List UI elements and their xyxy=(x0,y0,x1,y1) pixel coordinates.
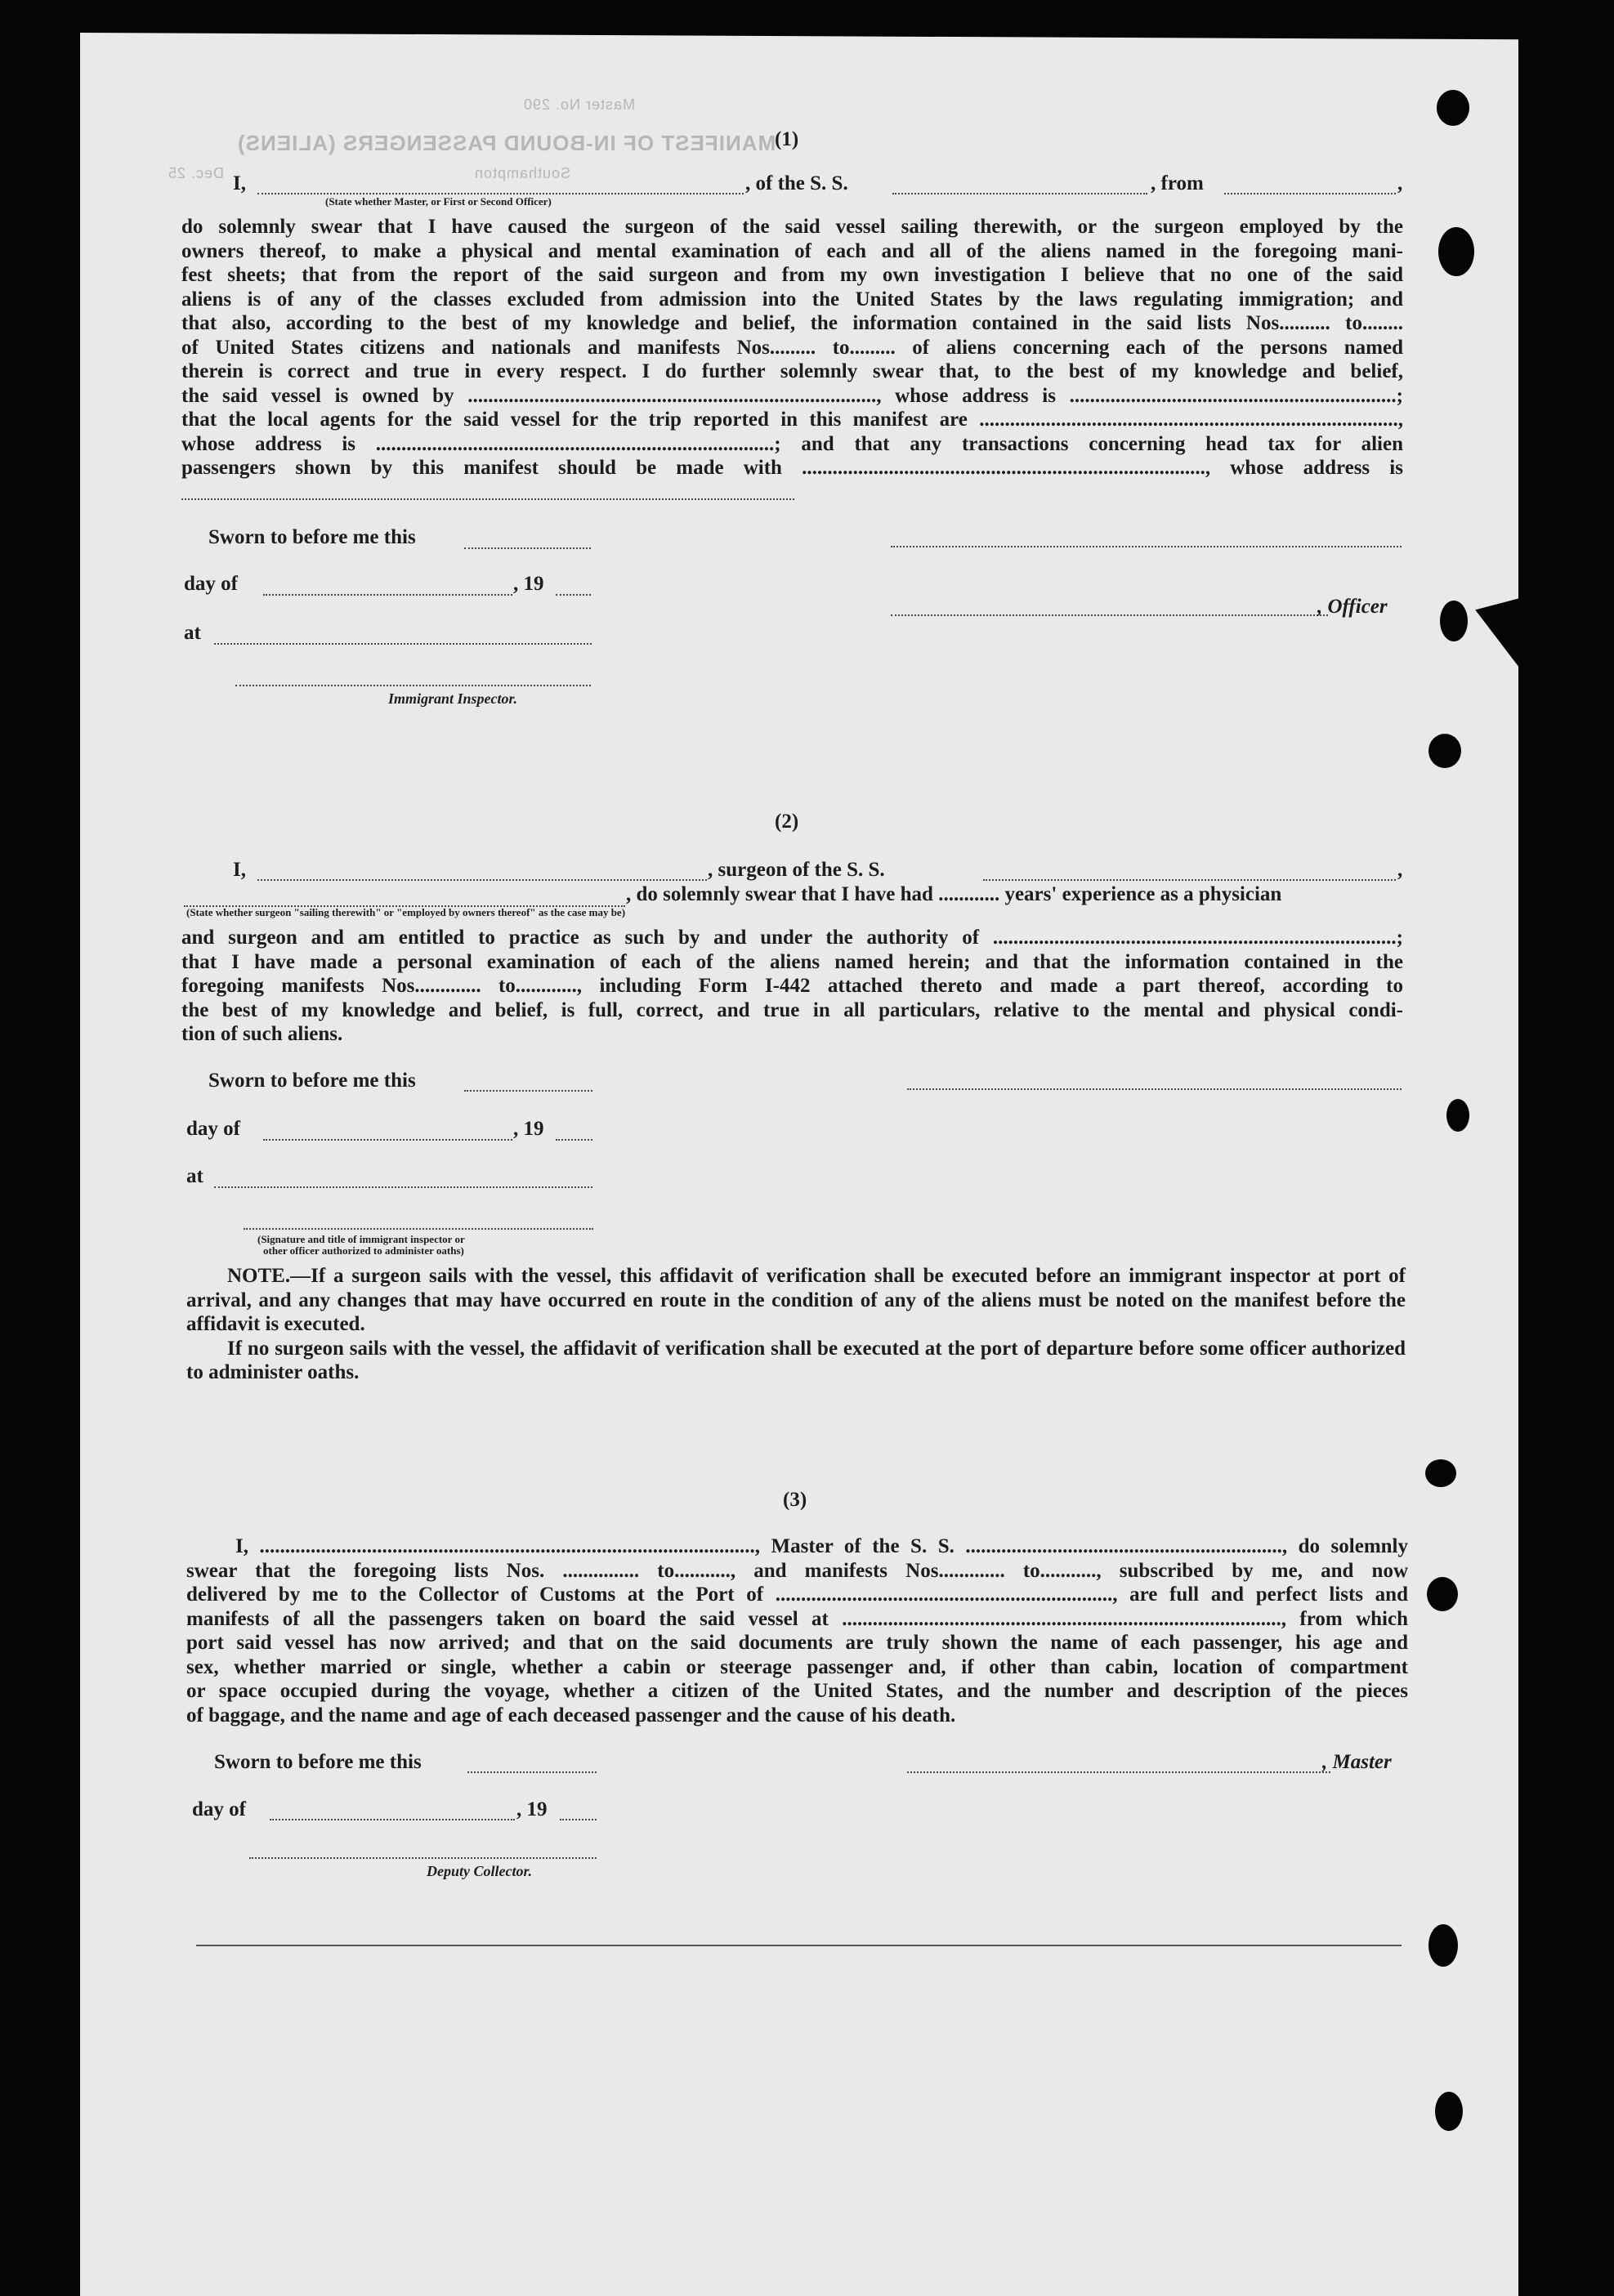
bleed-through-title: MANIFEST OF IN-BOUND PASSENGERS (ALIENS) xyxy=(237,131,776,155)
inspector-caption: Immigrant Inspector. xyxy=(388,690,518,707)
oath-paragraph xyxy=(186,1534,1408,1727)
paragraph-line: that I have made a personal examination of each of the aliens named herein; and that the information contained in the xyxy=(181,950,1403,973)
punch-hole xyxy=(1446,1099,1469,1132)
paragraph-line: owners thereof, to make a physical and mental examination of each and all of the aliens named in the foregoing mani- xyxy=(181,239,1403,262)
day-of-label: day of xyxy=(184,573,238,595)
signature-caption: other officer authorized to administer oaths) xyxy=(263,1244,464,1257)
paragraph-line: or space occupied during the voyage, whether a citizen of the United States, and the number and description of the pieces xyxy=(186,1680,1408,1702)
collector-caption: Deputy Collector. xyxy=(427,1863,532,1879)
at-label: at xyxy=(186,1165,203,1187)
day-of-label: day of xyxy=(186,1118,240,1140)
sworn-day-field[interactable] xyxy=(464,547,591,549)
from-label: , from xyxy=(1151,172,1204,194)
master-label: , Master xyxy=(1322,1751,1392,1773)
place-field[interactable] xyxy=(214,1186,592,1188)
bleed-through-text: Master No. 290 xyxy=(523,96,636,113)
paragraph-line: sex, whether married or single, whether a cabin or steerage passenger and, if other than cabin, location of compartment xyxy=(186,1655,1408,1678)
note-paragraph: If no surgeon sails with the vessel, the affidavit of verification shall be executed at the port of departure before some officer authorized to administer oaths. xyxy=(186,1337,1406,1383)
paragraph-line: that the local agents for the said vessel for the trip reported in this manifest are .................................................................................., xyxy=(181,409,1403,431)
paragraph-line: aliens is of any of the classes excluded from admission into the United States by the laws regulating immigration; and xyxy=(181,288,1403,310)
paragraph-line: and surgeon and am entitled to practice as such by and under the authority of ...............................................................................; xyxy=(181,927,1403,949)
paragraph-line: that also, according to the best of my knowledge and belief, the information contained in the said lists Nos.......... to........ xyxy=(181,312,1403,334)
surgeon-label: , surgeon of the S. S. xyxy=(708,859,885,881)
punch-hole xyxy=(1440,601,1468,641)
master-signature-field[interactable] xyxy=(907,1771,1330,1773)
field-instruction: (State whether Master, or First or Second Officer) xyxy=(325,195,552,208)
note-paragraph: NOTE.—If a surgeon sails with the vessel, this affidavit of verification shall be executed before an immigrant inspector at port of arrival, and any changes that may have occurred en route in the condition of any of the aliens must be noted on the manifest before the affidavit is executed. xyxy=(186,1265,1406,1335)
ship-label: , of the S. S. xyxy=(745,172,848,194)
punch-hole xyxy=(1428,1924,1458,1967)
section-number: (1) xyxy=(775,128,799,150)
sworn-day-field[interactable] xyxy=(464,1090,592,1092)
year-field[interactable] xyxy=(560,1819,597,1820)
month-field[interactable] xyxy=(263,594,512,596)
month-field[interactable] xyxy=(270,1819,515,1820)
inspector-signature-field[interactable] xyxy=(235,685,591,686)
authorized-officer-signature-field[interactable] xyxy=(244,1228,593,1230)
paragraph-line: tion of such aliens. xyxy=(181,1023,343,1045)
bottom-rule xyxy=(196,1945,1402,1946)
paragraph-line: I, ................................................................................................., Master of the S. S. .............................................................., do solemnly xyxy=(235,1535,1408,1557)
year-field[interactable] xyxy=(556,1139,592,1141)
paragraph-line: fest sheets; that from the report of the said surgeon and from my own investigation I believe that no one of the said xyxy=(181,264,1403,286)
year-label: , 19 xyxy=(513,1118,544,1140)
paragraph-line: do solemnly swear that I have caused the surgeon of the said vessel sailing therewith, or the surgeon employed by the xyxy=(181,216,1403,238)
oath-line xyxy=(233,172,246,195)
surgeon-signature-field[interactable] xyxy=(907,1088,1402,1090)
paragraph-line: manifests of all the passengers taken on board the said vessel at ......................................................................................, from which xyxy=(186,1607,1408,1630)
surgeon-name-field[interactable] xyxy=(257,879,707,881)
punch-hole xyxy=(1438,227,1474,276)
line-comma: , xyxy=(1397,172,1403,194)
signature-caption: (Signature and title of immigrant inspector or xyxy=(257,1233,465,1245)
paragraph-line: foregoing manifests Nos............. to............, including Form I-442 attached thereto and made a part thereof, according to xyxy=(181,975,1403,997)
sworn-label: Sworn to before me this xyxy=(208,1070,416,1092)
paragraph-line: swear that the foregoing lists Nos. ............... to..........., and manifests Nos............. to..........., subscribed by me, and now xyxy=(186,1559,1408,1582)
paragraph-line: whose address is ..............................................................................; and that any transactions concerning head tax for alien xyxy=(181,432,1403,455)
ship-name-field[interactable] xyxy=(983,879,1396,881)
pronoun-label: I, xyxy=(233,172,246,194)
punch-hole xyxy=(1428,734,1461,768)
officer-label: , Officer xyxy=(1317,596,1388,618)
oath-paragraph xyxy=(181,215,1403,480)
place-field[interactable] xyxy=(214,643,592,645)
at-label: at xyxy=(184,622,201,644)
year-field[interactable] xyxy=(556,594,591,596)
officer-title-field[interactable] xyxy=(891,614,1328,616)
bleed-through-text: Dec. 25 xyxy=(168,165,225,181)
punch-hole xyxy=(1435,2092,1463,2131)
punch-hole xyxy=(1437,90,1469,126)
section-number: (2) xyxy=(775,811,799,833)
collector-signature-field[interactable] xyxy=(249,1857,597,1859)
paragraph-line: of baggage, and the name and age of each deceased passenger and the cause of his death. xyxy=(186,1704,956,1726)
year-label: , 19 xyxy=(513,573,544,595)
port-from-field[interactable] xyxy=(1224,193,1396,194)
punch-hole xyxy=(1425,1459,1456,1487)
paragraph-line: the best of my knowledge and belief, is full, correct, and true in all particulars, relative to the mental and physical condi- xyxy=(181,998,1403,1021)
bleed-through-text: Southampton xyxy=(474,165,571,181)
paragraph-line: of United States citizens and nationals and manifests Nos......... to......... of aliens concerning each of the persons named xyxy=(181,336,1403,359)
note-block xyxy=(186,1264,1406,1385)
sworn-label: Sworn to before me this xyxy=(214,1751,422,1773)
officer-name-field[interactable] xyxy=(257,193,744,194)
year-label: , 19 xyxy=(516,1798,548,1820)
sworn-label: Sworn to before me this xyxy=(208,526,416,548)
punch-hole xyxy=(1427,1577,1458,1611)
paragraph-line: delivered by me to the Collector of Customs at the Port of .................................................................., are full and perfect lists and xyxy=(186,1584,1408,1606)
month-field[interactable] xyxy=(263,1139,512,1141)
section-number: (3) xyxy=(783,1489,807,1511)
address-continuation-field[interactable] xyxy=(181,498,794,500)
line-comma: , xyxy=(1397,859,1403,881)
experience-line: , do solemnly swear that I have had ............ years' experience as a physician xyxy=(626,883,1282,905)
ship-name-field[interactable] xyxy=(892,193,1147,194)
officer-signature-field[interactable] xyxy=(891,546,1402,547)
paragraph-line: therein is correct and true in every respect. I do further solemnly swear that, to the best of my knowledge and belief, xyxy=(181,360,1403,382)
day-of-label: day of xyxy=(192,1798,246,1820)
paragraph-line: passengers shown by this manifest should be made with ..............................................................................., whose address is xyxy=(181,457,1403,479)
oath-paragraph xyxy=(181,926,1403,1047)
sworn-day-field[interactable] xyxy=(467,1771,597,1773)
field-instruction: (State whether surgeon "sailing therewith" or "employed by owners thereof" as the case may be) xyxy=(186,906,626,918)
oath-line: I, xyxy=(233,859,246,881)
paragraph-line: the said vessel is owned by ................................................................................, whose address is ................................................................; xyxy=(181,384,1403,407)
paragraph-line: port said vessel has now arrived; and that on the said documents are truly shown the name of each passenger, his age and xyxy=(186,1632,1408,1654)
